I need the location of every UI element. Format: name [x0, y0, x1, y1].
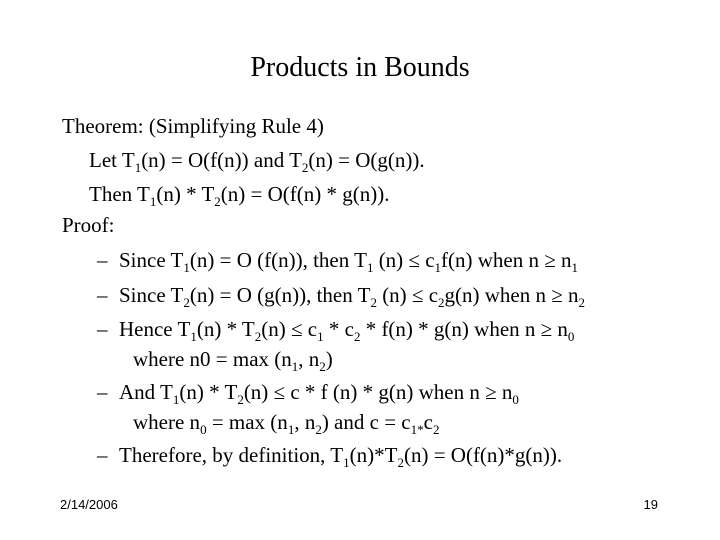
- proof-heading: Proof:: [62, 213, 115, 237]
- proof-step: And $T_1(n) * T_2(n) \le c * f$ (n) * g(n) when $n \ge n_0$: [119, 380, 519, 407]
- bullet-dash: –: [97, 317, 108, 341]
- theorem-heading: Theorem: (Simplifying Rule 4): [62, 114, 324, 138]
- bullet-dash: –: [97, 380, 108, 404]
- proof-step: Since $T_2(n) = O$ (g(n)), then $T_2$ $(n) \le c_2g(n)$ when $n \ge n_2$: [119, 283, 586, 310]
- theorem-then-line: Then $T_1(n) * T_2(n) = O(f(n) * g(n))$.: [89, 182, 390, 209]
- page-number: 19: [643, 497, 658, 512]
- proof-step-continuation: where $n_0 = \max (n_1$, $n_2$) and $c = c_{1*}c_2$: [133, 410, 440, 437]
- footer-date: 2/14/2006: [60, 497, 118, 512]
- bullet-dash: –: [97, 283, 108, 307]
- proof-step: Therefore, by definition, $T_1(n)*T_2(n) = O(f(n)*g(n))$.: [119, 443, 563, 470]
- theorem-let-line: Let $T_1(n) = O(f(n))$ and $T_2(n) = O(g(n))$.: [89, 148, 425, 175]
- bullet-dash: –: [97, 248, 108, 272]
- slide-title: Products in Bounds: [250, 52, 470, 83]
- proof-step: Since $T_1(n) = O$ (f(n)), then $T_1$ $(n) \le c_1f(n)$ when $n \ge n_1$: [119, 248, 579, 275]
- proof-step: Hence $T_1(n) * T_2(n) \le c_1 * c_2 * f(n) * g(n)$ when $n \ge n_0$: [119, 317, 575, 344]
- proof-step-continuation: where $n0 = \max (n_1$, $n_2$): [133, 347, 333, 374]
- bullet-dash: –: [97, 443, 108, 467]
